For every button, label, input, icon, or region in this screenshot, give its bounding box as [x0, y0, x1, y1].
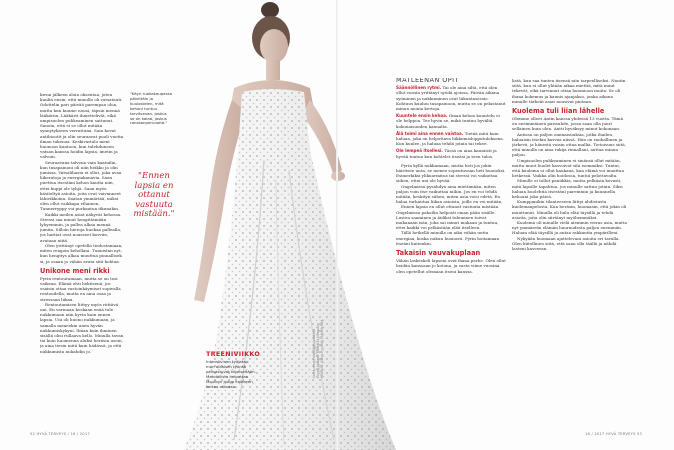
right-column-1	[396, 78, 506, 428]
list-item	[396, 85, 506, 111]
left-column-1	[40, 92, 124, 427]
paragraph: Olen yrittänyt opetella tiedostamaan, miten reagoin kehollani. Tunnistan nyt, kun hengitys alkaa muuttua pinnallisek si, ja osaan jo vähän avata sitä kohtaa.	[40, 242, 123, 264]
paragraph: Tällä hetkellä minulla on aika vähän uutta energiaa, koska nukun huonosti. Pyrin hoitamaan itseäni kuitenkin.	[396, 230, 500, 246]
photo-woman-in-white-dress	[164, 0, 404, 450]
paragraph: kivun jälkeen aloin oksentaa, joten kuulin ensin, että minulla oli vatsatauti. Odottelin pari päivää parempaa oloa, mutta kun kuume nousi, täpsin mennä lääkäriin. Lääkärit ihmettelivät, eikä umpisuolen puhkeaminen sattunut. Sanoin, että ei se ollut mitään synnytykseen verrattuna. Sain kovat antibiootit ja olin seuraavat puoli vuotta ilman tukenoa. Keskivartalo meni huonoon kuntoon, kun tulehduneen vatsan kanssa hoidin lapsia, imetin ja valvoin.	[40, 92, 124, 160]
subheading: Kuolema tuli liian lähelle	[512, 107, 605, 116]
paragraph: Pyrin kyllä nukkumaan, mutta heti jos jokin häiritsee unta, se menee sopeutuvaan heti huonoksi. Esimerkiksi ylikuormitus tai stressi voi vaikuttaa siihen, ettei uni ole hyvää.	[396, 162, 506, 184]
paragraph: Kuolema oli minulle vielä aiemmin vieras asia, mutta nyt ymmärrän elämän hauraudesta paljon enemmän. Haluan elää täysillä ja antaa rakkautta ympärilleni.	[512, 220, 627, 236]
photo-credit: Valokuvaaja kirjailijan taustalla kuvasi tarkasti. Meikki ja kampaus studiolla. Kiitos hyvästä yhteistyöstä.	[312, 318, 324, 378]
pull-quote-large: "Ennen lapsia en ottanut vastuuta mistään."	[133, 171, 175, 220]
list-item-bold: Säännöllinen rytmi.	[396, 85, 442, 91]
paragraph: Rentoutumisen liittyy myös riittävä uni. En varmaan koskaan enää tule nukkumaan niin hyvin kuin ennen lapsia. Uni oli huono nukkumaan, ja samalla meneekin unen hyvän nukkumiskykyni. Ilman kuin ihminen sisällä olisi rullaava kello. Minulla tavan tai kuin huomenna aluksi heräsin usein, ja aina tiesin mitä kuin hädässä, ja että nukkumista nukahdin jo.	[40, 301, 124, 354]
list-item	[396, 131, 506, 147]
paragraph: Minulle ei tullut paniikkia, mutta pelkäsin kovasti, mitä lapsille tapahtuu, jos minulle sattuu jotain. Siksi haluan huolehtia itsestäni paremmin ja kuunnella kehoani joka päivä.	[512, 178, 623, 200]
paragraph: listä, kun saa tuntea itsensä niin tarpeelliseksi. Nautin siitä, kun ei ollut yhtään aikaa miettiä, mitä muut tekevät, eikä tarvinnut ottaa huomioon muita. Se oli ihana kokemus ja kaunis ajanjakso, jonka aikana minulle tärkeät asiat nousivat pintaan.	[512, 78, 626, 104]
list-item-text: Tietää mitä kuin haluaa, joka on helpottava liikkumislopputuloksena. Kun kuulee, ja haluaa tehdä jotain tai tekee.	[396, 130, 505, 147]
list-item-bold: Älä toimi aina ennen vaistoa.	[396, 130, 464, 136]
list-item	[396, 148, 506, 158]
paragraph: Kaikki meilen asiat näkyvät kehossa. Stressi saa minut hengittämään lyhyemmin, ja pallea alkaa mennä jumiin. Silloin hieroja huokaa pallealla, jos hartiat ovat nousseet korviin, avataan niitä.	[40, 211, 122, 243]
paragraph: Pyrin rentoutumaan, mutta se on tosi vaikeaa. Elämä ehti hektisenä, jos osaisin ottaa vastoinkäymiset sopivalla rentoudella, mutta en aina osaa ja stressaan liikaa.	[40, 275, 121, 302]
paragraph: Ongelmissa pysähdyn aina miettimään, miten paljon voin itse vaikuttaa niihin. Jos en voi tehdä mitään, keskityn siihen, miten asia voisi edetä. En halua turhautua liikaa asioista, joille en voi mitään.	[396, 183, 503, 205]
list-item-text: Tässä on aina kauniisti ja hyvää tuntua kun kohtelet itseäsi ja teen tulos.	[396, 148, 497, 159]
subheading: Unikone meni rikki	[40, 266, 110, 275]
treeniviikko-box	[206, 350, 261, 389]
page-gutter	[336, 0, 338, 450]
treeniviikko-text: Intensiivinen työjakso mon aikaisen työnsä pelisastuvat kiireiseltään. Mahdollista helpottaa Moulkon jooga kaikkeen kertoo viikossa.	[206, 359, 256, 389]
right-column-2	[512, 78, 628, 428]
pull-quote-small: "Käyn ruokakaupassa päivittäin ja kuulostelen, mitä kehoni tuntuu tarvitsevan. Joskus se on kalaa, joskus ranskanperunoita."	[130, 91, 173, 126]
list-item-bold: Kuuntele ensin kehoa.	[396, 113, 448, 119]
subheading: Takaisin vauvakuplaan	[396, 249, 481, 258]
paragraph: Ennen lapsia en ollut ottanut vastuuta mistään. Ongelmissa pakoilin helposti oman pään sisälle. Lasten saaminen ja äidiksi tuleminen toivat mukanaan isän, joka sai minut mukaan ja tuntuu, ettei kaikki voi pelkästään elää itselleen.	[396, 204, 500, 231]
list-item-text: Tai ole aina siltä, että olen ollut vuosia yrittänyt syödä ajoissa. Päivän aikana syöminen ja nukkuminen ovat liikuntasessio. Kohtuus kuuluu tasapainoon, mutta se on pelastanut minun monia kertoja.	[396, 85, 506, 112]
footer-right: 16 / 2017 HYVÄ TERVEYS 53	[585, 432, 643, 436]
matleenan-opit-title: MATLEENAN OPIT	[396, 78, 459, 84]
list-item-bold: Ole lempeä itsellesi.	[396, 148, 443, 154]
paragraph: Umpisuolen puhkeaminen ei sinänsä ollut mitään, mutta muut huolet kasvoivat sitä isommiksi. Tuntui, että kuolema ei ollut kaukana, kun elämä voi muuttua hetkessä. Vaikka olin hoidossa, tuntui pelottavalta.	[512, 157, 625, 179]
list-item-text: Oman kehon kuuntelu ei ole helppoa. Tee hyvin se, mikä tuntuu hyvältä kokonaisuuden kannalta.	[396, 113, 500, 129]
treeniviikko-title: TREENIVIIKKO	[206, 350, 261, 358]
paragraph: Antissa on paljon ominaisuuksia, jotka ihailen, haluaisin itsekin kasvaa niissä. Hän on rauhallinen ja järkevä, ja hänestä voisin ottaa mallia. Tietoisuus siitä, että minulla on aina tukija rinnallani, auttaa minua paljon.	[512, 131, 626, 158]
paragraph: Nykyään huomaan ajattelevani asioita eri tavalla. Olen kiitollinen siitä, että saan olla täällä ja nähdä lasteni kasvavan.	[512, 235, 620, 252]
paragraph: Kumppanikin tilanteeseen liittyi ahdistusta kuolemanpelosta. Kun heräsin, huomasin, että jokin oli muuttunut. Minulla oli halu elää täysillä ja tehdä asioita, joita olin siirtänyt myöhemmäksi.	[512, 199, 627, 220]
list-item	[396, 113, 506, 129]
tips-list	[396, 85, 506, 159]
footer-left: 52 HYVÄ TERVEYS / 16 / 2017	[30, 432, 90, 436]
paragraph: Olemme olleet Antin kanssa yhdessä 13 vuotta. Tämä on ensimmäinen parisuhde, jossa saan olla juuri sellainen kuin olen. Antti hyväksyy minut kokonaan.	[512, 116, 624, 132]
paragraph: Vähän laskeskeli lapseni ovat ihana perhe. Olen ollut heidän kanssaan jo kotona, ja vasta viime vuosina olen opetellut olemaan itseni kanssa.	[396, 258, 506, 274]
paragraph: Seuraavana talvena vain kaatuilin, kun tasapainoni oli niin heikko ja olin jumissa. Vatsalihasta ei ollut, joka avaa liikeratoja ja energiakanavia. Saan puettua itsestäni kehon kautta niin, ettei kuppi ole tyhjä. Saan myös käsiteltyä asioita, joita ovat vaivanneet lähivikkoina. Saatan ymmärtää, miksi olen ollut vaikkapa vihainen. Tunnerryppy voi purkautua itkunakin.	[40, 159, 122, 212]
